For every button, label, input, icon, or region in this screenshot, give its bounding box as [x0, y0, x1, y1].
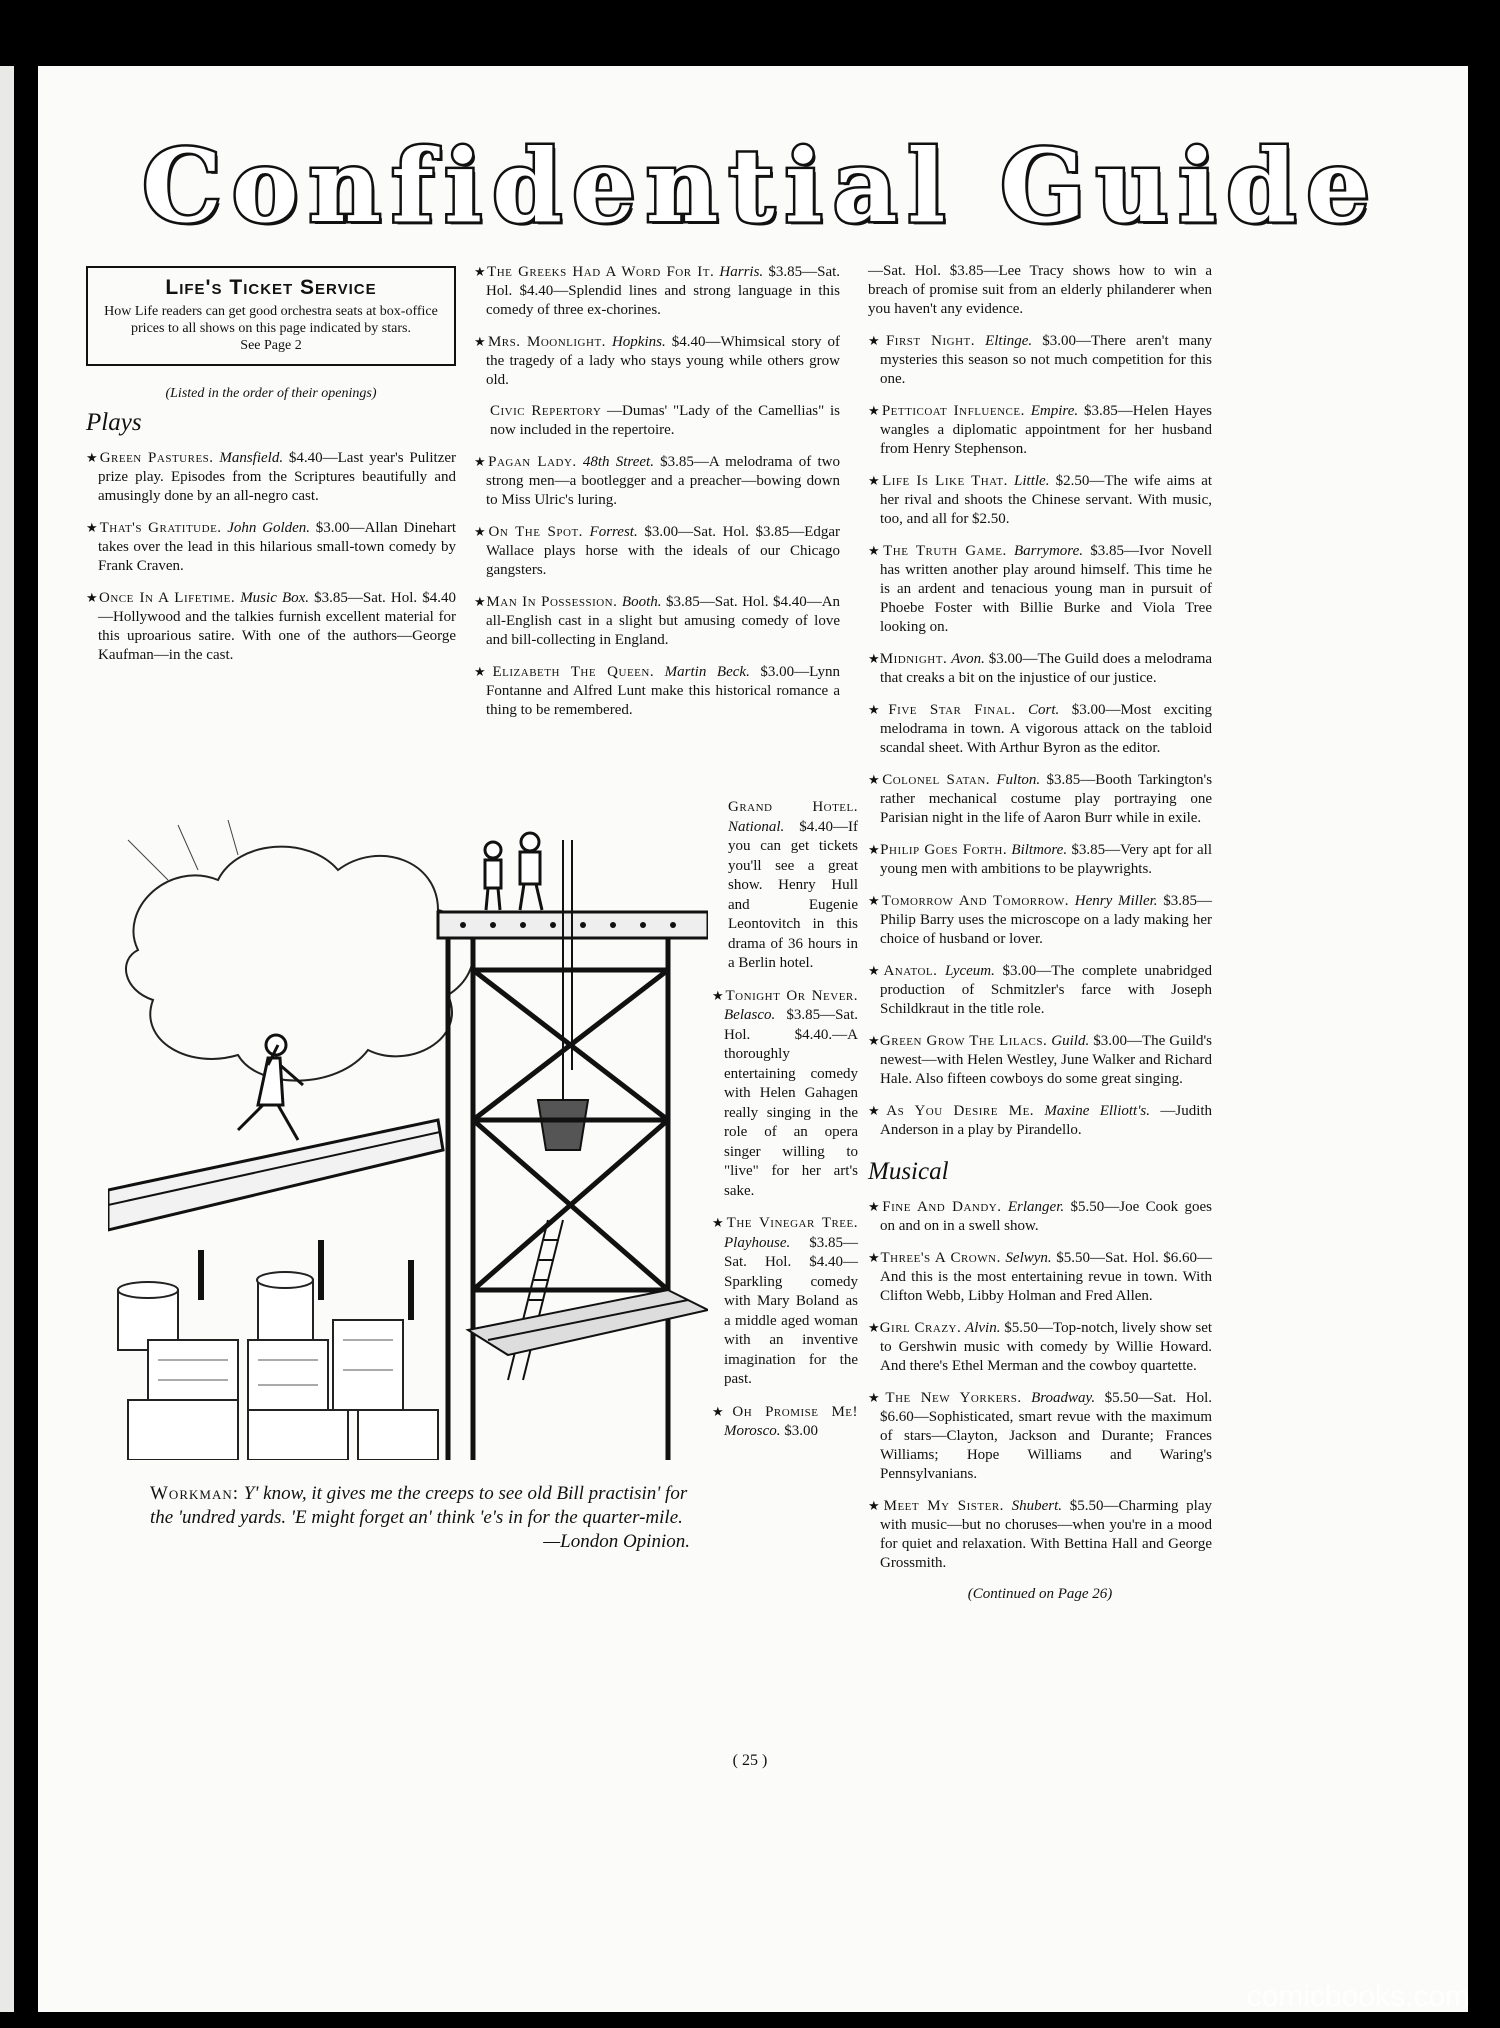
theater-name: Fulton.	[996, 772, 1041, 788]
show-description: $3.85—Ivor Novell has written another play around himself. This time he is an ardent and tenacious young man in pursuit of Phoebe Foster with Billie Burke and Viola Tree looking on.	[880, 543, 1213, 635]
listing-entry	[868, 1318, 1212, 1376]
show-name: Girl Crazy.	[879, 1320, 962, 1336]
ticket-service-heading: Life's Ticket Service	[165, 276, 377, 299]
star-icon: ★	[868, 893, 882, 908]
show-description: $3.85—Very apt for all young men with ambitions to be playwrights.	[880, 842, 1213, 877]
show-name: Green Grow The Lilacs.	[879, 1033, 1048, 1049]
listing-entry	[868, 891, 1212, 949]
show-description: $3.85—Helen Hayes wangles a diplomatic appointment for her husband from Henry Stephenson.	[880, 403, 1213, 457]
show-description: $3.85—Sat. Hol. $4.40—Splendid lines and strong language in this comedy of three ex-chorines.	[486, 264, 841, 318]
musical-heading: Musical	[868, 1158, 949, 1185]
show-description: $5.50—Sat. Hol. $6.60—Sophisticated, smart revue with the maximum of stars—Clayton, Jackson and Durante; Frances Williams; Hope Williams and Waring's Pennsylvanians.	[880, 1390, 1213, 1482]
star-icon: ★	[868, 1103, 887, 1118]
star-icon: ★	[86, 590, 100, 605]
listing-entry	[868, 1496, 1212, 1573]
listing-entry	[474, 332, 840, 390]
listing-entry	[868, 840, 1212, 879]
star-icon: ★	[868, 403, 882, 418]
theater-name: Biltmore.	[1011, 842, 1068, 858]
show-description: $3.85—Sat. Hol. $4.40—Sparkling comedy with Mary Boland as a middle aged woman with an inventive imagination for the past.	[724, 1234, 858, 1387]
theater-name: National.	[728, 818, 785, 835]
star-icon: ★	[474, 454, 489, 469]
listing-entry	[86, 448, 456, 506]
page-title: Confidential Guide	[142, 127, 1380, 245]
column-2	[474, 262, 840, 732]
show-description: $3.00—The Guild's newest—with Helen Westley, June Walker and Richard Hale. Also fifteen cowboys do some great singing.	[880, 1033, 1213, 1087]
cartoon-caption	[150, 1482, 690, 1554]
star-icon: ★	[474, 264, 488, 279]
watermark: comicbooks.com	[1246, 1980, 1470, 2013]
star-icon: ★	[474, 594, 487, 609]
theater-name: Eltinge.	[985, 333, 1033, 349]
plays-heading: Plays	[86, 409, 142, 436]
show-name: Five Star Final.	[888, 702, 1016, 718]
star-icon: ★	[868, 1033, 880, 1048]
theater-name: Booth.	[621, 594, 662, 610]
theater-name: Erlanger.	[1007, 1199, 1065, 1215]
listing-entry	[712, 1402, 858, 1442]
page-number: ( 25 )	[732, 1752, 768, 1769]
theater-name: Avon.	[951, 651, 985, 667]
theater-name: Henry Miller.	[1074, 893, 1158, 909]
star-icon: ★	[868, 473, 883, 488]
listing-entry	[712, 986, 858, 1202]
theater-name: Cort.	[1028, 702, 1060, 718]
show-description: $4.40—Whimsical story of the tragedy of a lady who stays young while others grow old.	[486, 334, 841, 388]
show-description: $3.85—Booth Tarkington's rather mechanical costume play portraying one Parisian night in the life of Aaron Burr while in exile.	[880, 772, 1213, 826]
show-description: $3.00—The complete unabridged production of Schmitzler's farce with Joseph Schildkraut in the title role.	[880, 963, 1213, 1017]
show-name: Meet My Sister.	[883, 1498, 1004, 1514]
plays-list-col1	[86, 448, 456, 665]
show-name: The New Yorkers.	[885, 1390, 1022, 1406]
show-name: That's Gratitude.	[99, 520, 222, 536]
show-description: $3.00—Allan Dinehart takes over the lead in this hilarious small-town comedy by Frank Craven.	[98, 520, 456, 574]
show-name: Oh Promise Me!	[732, 1403, 858, 1420]
listing-entry	[712, 798, 858, 974]
star-icon: ★	[712, 987, 726, 1003]
listing-entry	[868, 1101, 1212, 1140]
ticket-service-see: See Page 2	[240, 338, 302, 353]
show-name: First Night.	[885, 333, 976, 349]
listing-entry	[86, 588, 456, 665]
theater-name: Broadway.	[1031, 1390, 1096, 1406]
listing-entry	[868, 700, 1212, 758]
show-description: $5.50—Charming play with music—but no choruses—when you're in a mood for quiet and relaxation. With Bettina Hall and George Grossmith.	[880, 1498, 1213, 1571]
show-name: As You Desire Me.	[886, 1103, 1035, 1119]
star-icon: ★	[868, 651, 880, 666]
show-name: Fine And Dandy.	[882, 1199, 1002, 1215]
theater-name: Empire.	[1030, 403, 1079, 419]
show-description: $3.00—Sat. Hol. $3.85—Edgar Wallace plays horse with the ideals of our Chicago gangsters.	[486, 524, 841, 578]
caption-source: —London Opinion.	[543, 1531, 690, 1552]
continued-note: (Continued on Page 26)	[967, 1586, 1113, 1602]
listing-entry	[868, 649, 1212, 688]
theater-name: 48th Street.	[582, 454, 654, 470]
listing-entry	[868, 1248, 1212, 1306]
listing-entry	[868, 770, 1212, 828]
left-page-edge	[0, 66, 14, 2012]
star-icon: ★	[474, 664, 493, 679]
plays-list-narrow	[712, 798, 858, 1442]
listing-entry	[86, 518, 456, 576]
musical-list	[868, 1197, 1212, 1573]
ticket-service-box	[86, 266, 456, 366]
theater-name: Martin Beck.	[664, 664, 750, 680]
show-description: $3.85—Sat. Hol. $4.40—An all-English cast in a slight but amusing comedy of love and bill-collecting in England.	[486, 594, 841, 648]
construction-cartoon-illustration	[108, 820, 708, 1460]
star-icon: ★	[868, 772, 883, 787]
theater-name: Little.	[1014, 473, 1050, 489]
show-name: Green Pastures.	[99, 450, 214, 466]
listing-entry	[868, 331, 1212, 389]
theater-name: Music Box.	[240, 590, 310, 606]
listing-entry	[868, 541, 1212, 637]
star-icon: ★	[868, 1199, 883, 1214]
show-name: Mrs. Moonlight.	[487, 334, 606, 350]
theater-name: Morosco.	[724, 1423, 781, 1439]
listing-entry	[474, 452, 840, 510]
theater-name: Belasco.	[724, 1007, 776, 1023]
star-icon: ★	[474, 334, 488, 349]
theater-name: Shubert.	[1011, 1498, 1063, 1514]
plays-list-col3	[868, 331, 1212, 1140]
continued-entry-text: —Sat. Hol. $3.85—Lee Tracy shows how to win a breach of promise suit from an elderly philanderer when you haven't any evidence.	[868, 263, 1212, 317]
listing-entry	[868, 471, 1212, 529]
show-description: —Dumas' "Lady of the Camellias" is now included in the repertoire.	[490, 403, 840, 438]
listing-entry	[474, 522, 840, 580]
show-name: Pagan Lady.	[488, 454, 577, 470]
theater-name: Playhouse.	[724, 1234, 791, 1251]
theater-name: Alvin.	[965, 1320, 1001, 1336]
show-description: $3.85—Sat. Hol. $4.40—Hollywood and the talkies furnish excellent material for this uproarious satire. With one of the authors—George Kaufman—in the cast.	[98, 590, 457, 663]
theater-name: Selwyn.	[1005, 1250, 1052, 1266]
show-name: Midnight.	[879, 651, 948, 667]
show-description: —Judith Anderson in a play by Pirandello.	[880, 1103, 1213, 1138]
show-name: Tomorrow And Tomorrow.	[881, 893, 1070, 909]
show-description: $3.00	[784, 1423, 819, 1439]
show-name: Grand Hotel.	[728, 799, 858, 815]
listing-entry	[868, 401, 1212, 459]
listing-entry	[474, 592, 840, 650]
show-name: Petticoat Influence.	[881, 403, 1025, 419]
star-icon: ★	[868, 1498, 884, 1513]
ticket-service-text: How Life readers can get good orchestra seats at box-office prices to all shows on this page indicated by stars.	[104, 304, 438, 336]
theater-name: Lyceum.	[944, 963, 995, 979]
theater-name: Guild.	[1051, 1033, 1090, 1049]
theater-name: Forrest.	[589, 524, 638, 540]
column-3	[868, 262, 1212, 1604]
listing-entry	[868, 1031, 1212, 1089]
theater-name: Hopkins.	[611, 334, 666, 350]
star-icon: ★	[86, 520, 100, 535]
listing-entry	[868, 1197, 1212, 1236]
star-icon: ★	[86, 450, 100, 465]
show-name: Three's A Crown.	[880, 1250, 1001, 1266]
show-name: The Greeks Had A Word For It.	[487, 264, 715, 280]
show-name: Anatol.	[883, 963, 938, 979]
show-description: $3.00—There aren't many mysteries this season so not much competition for this one.	[880, 333, 1213, 387]
star-icon: ★	[868, 1250, 881, 1265]
show-description: $4.40—Last year's Pulitzer prize play. Episodes from the Scriptures beautifully and amusingly done by an all-negro cast.	[98, 450, 457, 504]
narrow-column	[712, 798, 858, 1454]
star-icon: ★	[868, 963, 884, 978]
plays-list-col2	[474, 262, 840, 720]
show-description: $3.85—A melodrama of two strong men—a bootlegger and a preacher—bowing down to Miss Ulric's luring.	[486, 454, 840, 508]
star-icon: ★	[868, 333, 886, 348]
listing-entry	[868, 961, 1212, 1019]
show-name: Elizabeth The Queen.	[492, 664, 655, 680]
caption-quote: Y' know, it gives me the creeps to see old Bill practisin' for the 'undred yards. 'E might forget an' think 'e's in for the quarter-mile.	[150, 1483, 688, 1528]
show-name: Colonel Satan.	[882, 772, 991, 788]
star-icon: ★	[474, 524, 489, 539]
star-icon: ★	[712, 1215, 727, 1230]
show-description: $3.00—Most exciting melodrama in town. A vigorous attack on the tabloid scandal sheet. With Arthur Byron as the editor.	[880, 702, 1212, 756]
show-description: $4.40—If you can get tickets you'll see a great show. Henry Hull and Eugenie Leontovitch in this drama of 36 hours in a Berlin hotel.	[728, 818, 858, 971]
show-name: On The Spot.	[488, 524, 583, 540]
theater-name: John Golden.	[227, 520, 311, 536]
show-description: $5.50—Joe Cook goes on and on in a swell show.	[880, 1199, 1213, 1234]
show-name: The Vinegar Tree.	[726, 1215, 859, 1231]
show-description: $5.50—Sat. Hol. $6.60—And this is the most entertaining revue in town. With Clifton Webb, Libby Holman and Fred Allen.	[880, 1250, 1213, 1304]
show-name: Once In A Lifetime.	[99, 590, 236, 606]
show-name: Civic Repertory	[490, 403, 602, 419]
show-name: The Truth Game.	[883, 543, 1007, 559]
show-description: $3.85—Philip Barry uses the microscope on a lady making her choice of husband or lover.	[880, 893, 1212, 947]
theater-name: Harris.	[719, 264, 764, 280]
listing-entry	[474, 262, 840, 320]
listing-entry	[868, 1388, 1212, 1484]
listing-entry	[474, 662, 840, 720]
show-description: $2.50—The wife aims at her rival and shoots the Chinese servant. With music, too, and all for $2.50.	[880, 473, 1213, 527]
theater-name: Barrymore.	[1013, 543, 1083, 559]
caption-speaker: Workman:	[150, 1483, 239, 1504]
listing-entry	[474, 402, 840, 440]
show-description: $3.00—The Guild does a melodrama that creaks a bit on the injustice of our justice.	[880, 651, 1213, 686]
show-name: Tonight Or Never.	[725, 987, 859, 1004]
theater-name: Maxine Elliott's.	[1044, 1103, 1151, 1119]
listing-entry	[712, 1213, 858, 1390]
show-name: Man In Possession.	[486, 594, 618, 610]
star-icon: ★	[868, 702, 889, 717]
column-1	[86, 262, 456, 677]
star-icon: ★	[868, 1320, 880, 1335]
theater-name: Mansfield.	[219, 450, 284, 466]
show-description: $3.00—Lynn Fontanne and Alfred Lunt make this historical romance a thing to be remembered.	[486, 664, 841, 718]
show-name: Life Is Like That.	[882, 473, 1008, 489]
star-icon: ★	[712, 1403, 733, 1419]
star-icon: ★	[868, 1390, 886, 1405]
star-icon: ★	[868, 842, 881, 857]
listing-note: (Listed in the order of their openings)	[165, 386, 377, 401]
show-description: $5.50—Top-notch, lively show set to Gershwin music with comedy by Willie Howard. And there's Ethel Merman and the cowboy quartette.	[880, 1320, 1213, 1374]
show-description: $3.85—Sat. Hol. $4.40.—A thoroughly entertaining comedy with Helen Gahagen really singing in the role of an opera singer willing to "live" for her art's sake.	[724, 1007, 858, 1199]
show-name: Philip Goes Forth.	[880, 842, 1008, 858]
star-icon: ★	[868, 543, 884, 558]
